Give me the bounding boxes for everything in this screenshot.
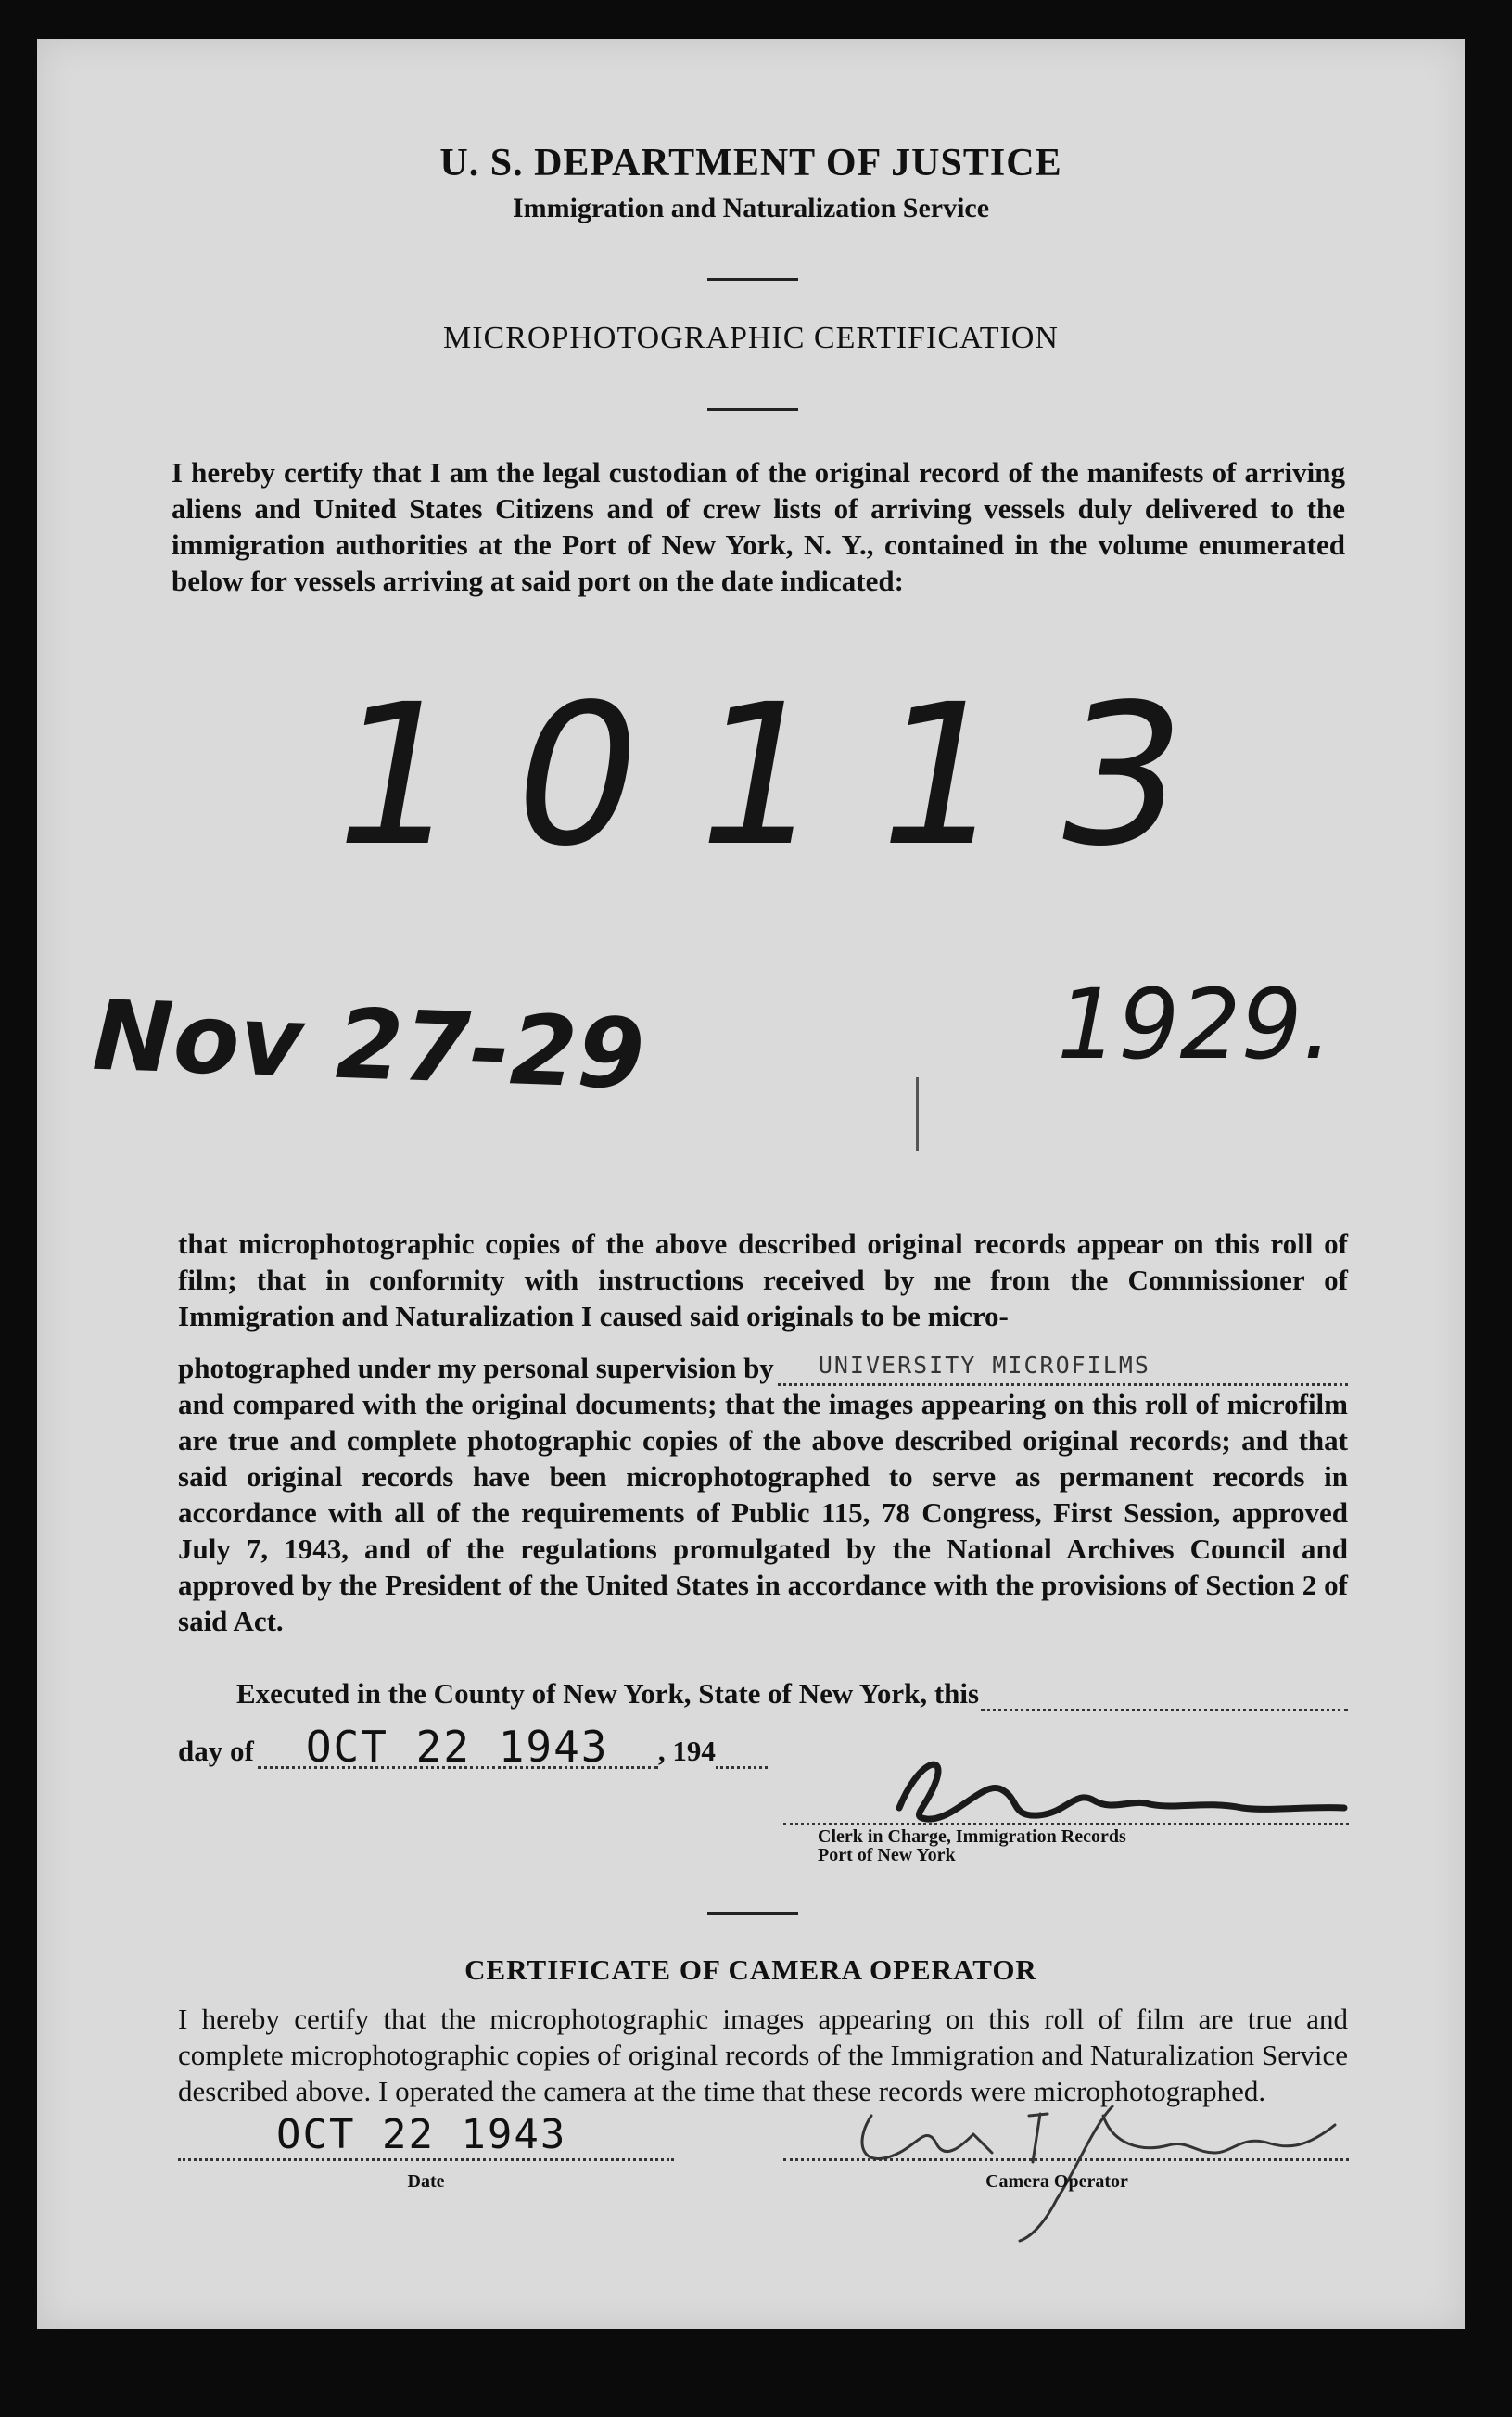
year-fill-line (716, 1744, 768, 1769)
divider (707, 1912, 798, 1915)
clerk-signature (871, 1743, 1353, 1836)
body-paragraph-part2: and compared with the original documents; that the images appearing on this roll of microfilm are true and complete photographic copies of the above described original records; and that said original records have been microphotographed to serve as permanent records in accordance with all of the requirements of Public 115, 78 Congress, First Session, approved July 7, 1943, and of the regulations promulgated by the National Archives Council and approved by the President of the United States in accordance with the provisions of Section 2 of said Act. (178, 1388, 1348, 1637)
camera-operator-paragraph: I hereby certify that the microphotographic images appearing on this roll of film are true and complete microphotographic copies of original records of the Immigration and Naturalization Service described above. I operated the camera at the time that these records were microphotographed. (178, 2003, 1348, 2107)
day-of-line (178, 1722, 938, 1772)
day-of-label: day of (178, 1735, 254, 1767)
handwritten-date-range: Nov 27-29 (91, 978, 647, 1112)
divider (707, 278, 798, 281)
department-heading: U. S. DEPARTMENT OF JUSTICE (439, 142, 1062, 184)
handwritten-volume-number: 10113 (313, 662, 1261, 889)
certification-title: MICROPHOTOGRAPHIC CERTIFICATION (442, 321, 1059, 355)
supervisor-prefix: photographed under my personal supervision by (178, 1352, 774, 1384)
executed-fill-line (981, 1686, 1348, 1711)
executed-line (236, 1675, 1348, 1711)
operator-signature (834, 2060, 1353, 2245)
day-of-fill-line (258, 1722, 658, 1772)
execution-date-stamp: OCT 22 1943 (305, 1722, 609, 1772)
camera-operator-title: CERTIFICATE OF CAMERA OPERATOR (464, 1953, 1037, 1986)
supervisor-line (178, 1350, 1348, 1386)
executed-text: Executed in the County of New York, State of New York, this (236, 1677, 980, 1710)
date-label: Date (407, 2171, 445, 2192)
ink-mark (916, 1077, 919, 1151)
supervisor-stamp: UNIVERSITY MICROFILMS (818, 1352, 1150, 1379)
clerk-port: Port of New York (818, 1845, 956, 1865)
camera-date-stamp: OCT 22 1943 (276, 2111, 567, 2158)
operator-label: Camera Operator (985, 2171, 1128, 2192)
date-line (178, 2158, 674, 2161)
body-paragraph-part1: that microphotographic copies of the above described original records appear on this roll of film; that in conformity with instructions received by me from the Commissioner of Immigration and Naturalization I caused said originals to be micro- (178, 1228, 1348, 1332)
handwritten-year: 1929. (1057, 968, 1333, 1081)
divider (707, 408, 798, 411)
intro-paragraph: I hereby certify that I am the legal custodian of the original record of the manifests of arriving aliens and United States Citizens and of crew lists of arriving vessels duly delivered to the immigration authorities at the Port of New York, N. Y., contained in the volume enumerated below for vessels arriving at said port on the date indicated: (172, 456, 1345, 597)
year-prefix: , 194 (657, 1735, 716, 1767)
document-sheet (37, 39, 1465, 2329)
clerk-title: Clerk in Charge, Immigration Records (818, 1826, 1126, 1847)
service-subheading: Immigration and Naturalization Service (512, 193, 990, 223)
supervisor-fill-line (778, 1352, 1348, 1386)
